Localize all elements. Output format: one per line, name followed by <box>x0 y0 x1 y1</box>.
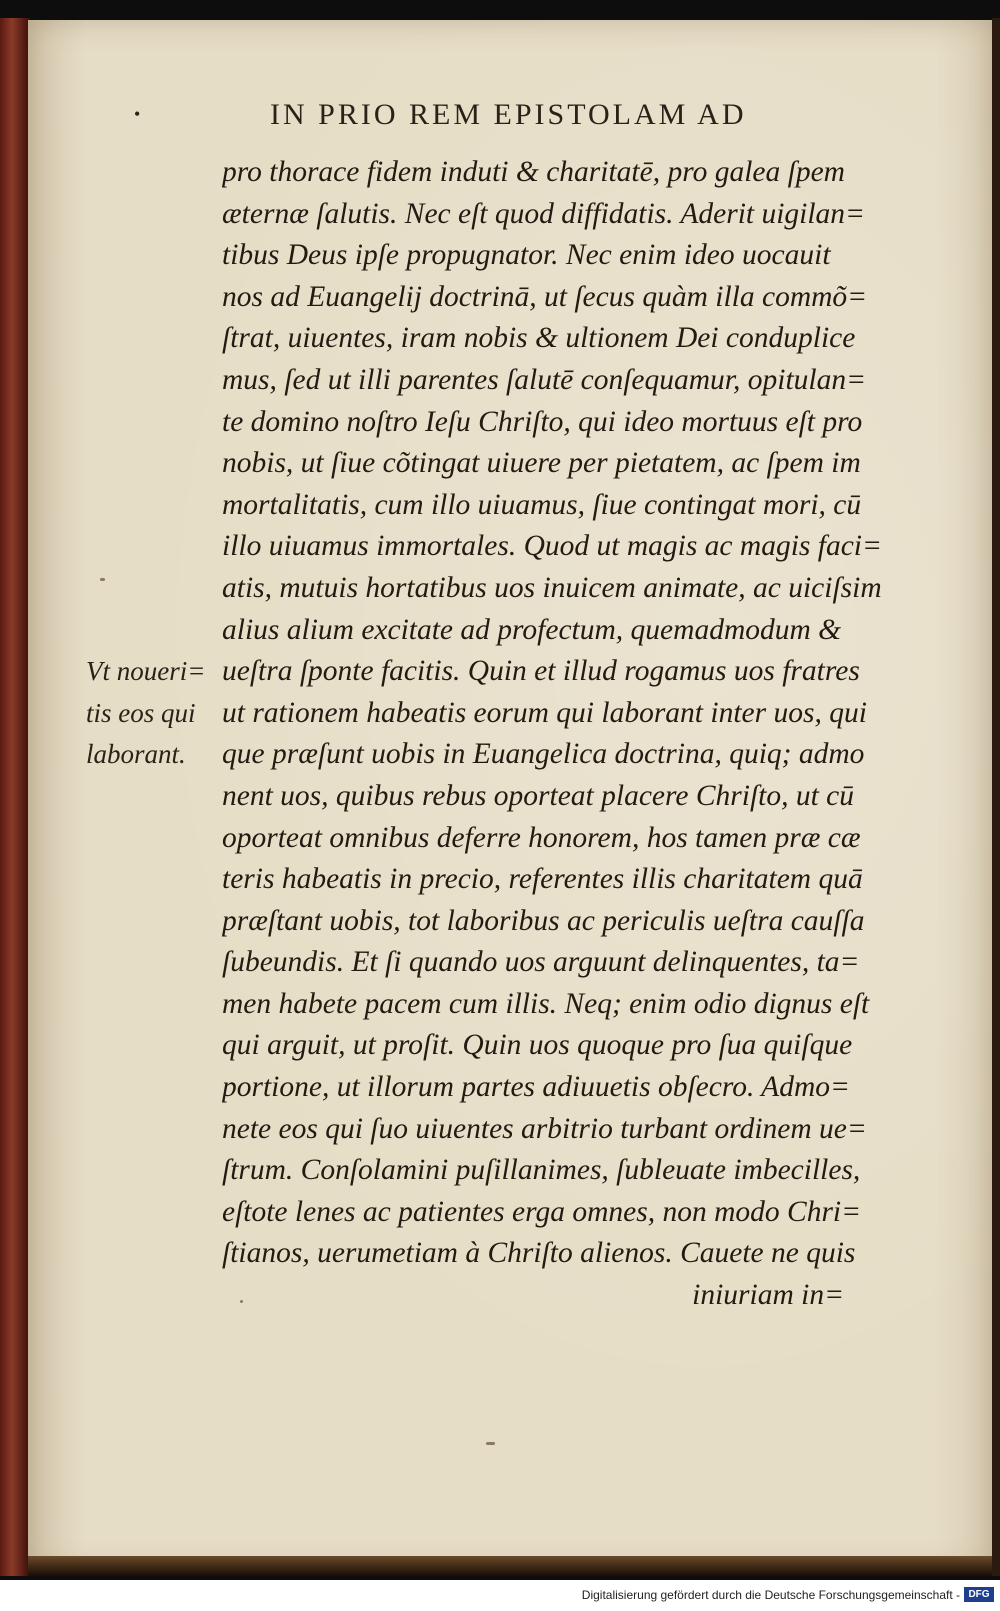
text-line: illo uiuamus immortales. Quod ut magis ac magis faci= <box>222 530 882 563</box>
text-line: ſtrum. Conſolamini puſillanimes, ſubleuate imbecilles, <box>222 1154 861 1187</box>
margin-note <box>86 651 226 776</box>
text-line: men habete pacem cum illis. Neq; enim odio dignus eſt <box>222 987 870 1020</box>
text-line: mus, ſed ut illi parentes ſalutē conſequamur, opitulan= <box>222 363 867 396</box>
text-line: oporteat omnibus deferre honorem, hos tamen præ cæ <box>222 821 861 854</box>
text-line: te domino noſtro Ieſu Chriſto, qui ideo mortuus eſt pro <box>222 405 863 438</box>
text-line: præſtant uobis, tot laboribus ac periculis ueſtra cauſſa <box>222 904 865 937</box>
text-line: ut rationem habeatis eorum qui laborant inter uos, qui <box>222 696 867 729</box>
text-line: ſtrat, uiuentes, iram nobis & ultionem Dei conduplice <box>222 322 856 355</box>
margin-note-line: Vt noueri= <box>86 656 206 686</box>
text-line: nete eos qui ſuo uiuentes arbitrio turbant ordinem ue= <box>222 1112 867 1145</box>
page-bottom-edge <box>28 1556 992 1576</box>
text-line: ſubeundis. Et ſi quando uos arguunt delinquentes, ta= <box>222 946 860 979</box>
footer-bar <box>0 1580 1000 1611</box>
text-line: æternæ ſalutis. Nec eſt quod diffidatis. Aderit uigilan= <box>222 197 865 230</box>
text-line: ſtianos, uerumetiam à Chriſto alienos. Cauete ne quis <box>222 1237 856 1270</box>
ink-speck <box>486 1442 495 1445</box>
text-line: nobis, ut ſiue cõtingat uiuere per pietatem, ac ſpem im <box>222 447 861 480</box>
margin-note-line: tis eos qui <box>86 697 196 728</box>
book-spine-edge <box>0 18 30 1576</box>
body-text <box>222 152 922 1317</box>
text-line: atis, mutuis hortatibus uos inuicem animate, ac uiciſsim <box>222 571 882 604</box>
text-line: teris habeatis in precio, referentes illis charitatem quā <box>222 863 863 896</box>
funding-credit: Digitalisierung gefördert durch die Deutsche Forschungsgemeinschaft - <box>581 1588 960 1602</box>
dfg-logo: DFG <box>964 1587 994 1602</box>
text-line: pro thorace fidem induti & charitatē, pro galea ſpem <box>222 156 845 188</box>
text-line: alius alium excitate ad profectum, quemadmodum & <box>222 613 842 646</box>
head-mark: • <box>134 104 141 124</box>
text-line: tibus Deus ipſe propugnator. Nec enim ideo uocauit <box>222 239 831 272</box>
text-line: ueſtra ſponte facitis. Quin et illud rogamus uos fratres <box>222 655 860 688</box>
book-fore-edge <box>992 18 1000 1576</box>
ink-speck <box>100 578 105 581</box>
running-head: IN PRIO REM EPISTOLAM AD <box>270 98 747 131</box>
ink-speck <box>240 1300 243 1303</box>
text-line: nent uos, quibus rebus oporteat placere Chriſto, ut cū <box>222 779 855 812</box>
text-line: mortalitatis, cum illo uiuamus, ſiue contingat mori, cū <box>222 488 862 521</box>
text-line: qui arguit, ut proſit. Quin uos quoque pro ſua quiſque <box>222 1029 853 1062</box>
text-line: portione, ut illorum partes adiuuetis obſecro. Admo= <box>222 1071 850 1104</box>
text-line: nos ad Euangelij doctrinā, ut ſecus quàm illa commõ= <box>222 280 868 313</box>
text-line: eſtote lenes ac patientes erga omnes, non modo Chri= <box>222 1195 862 1228</box>
text-line: que præſunt uobis in Euangelica doctrina, quiq; admo <box>222 738 865 771</box>
catchword: iniuriam in= <box>692 1279 844 1312</box>
margin-note-line: laborant. <box>86 739 186 770</box>
